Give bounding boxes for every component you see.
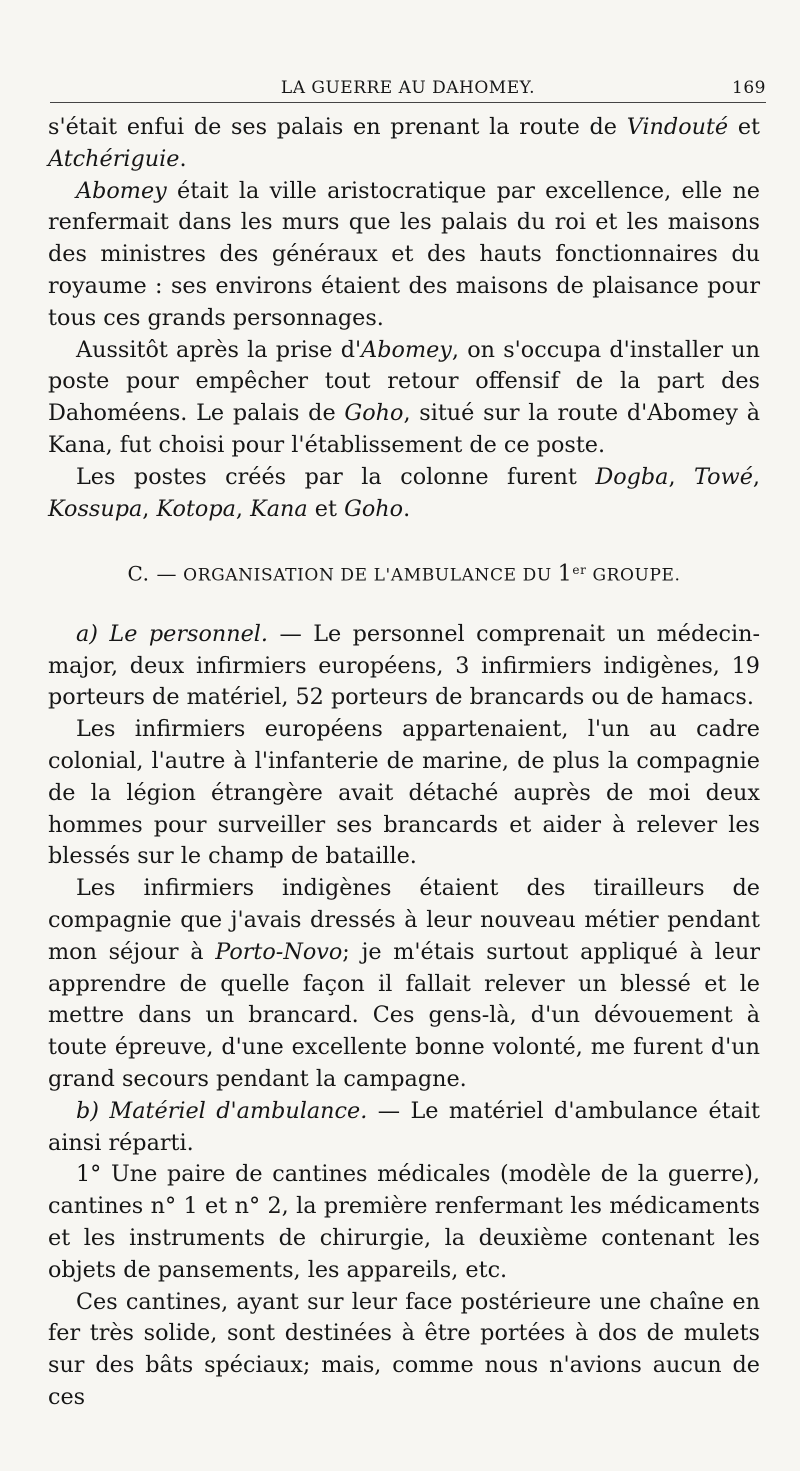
place-name: Goho — [344, 495, 404, 522]
section-heading — [48, 555, 760, 592]
place-name: Goho — [344, 400, 404, 427]
text-run: , situé sur la route d'Abomey à Kana, fut choisi pour l'établissement de ce poste. — [48, 400, 760, 458]
text-run: s'était enfui de ses palais en prenant la route de — [48, 114, 627, 140]
text-run: et — [307, 495, 345, 522]
running-head — [50, 78, 766, 103]
text-run: Les infirmiers européens appartenaient, l'un au cadre colonial, l'autre à l'infanterie de marine, de plus la compagnie de la légion étrangère avait détaché auprès de moi deux hommes pour surveiller ses brancards et aider à relever les blessés sur le champ de bataille. — [48, 716, 760, 870]
text-run: 1° Une paire de cantines médicales (modèle de la guerre), cantines n° 1 et n° 2, la première renfermant les médicaments et les instruments de chirurgie, la deuxième contenant les objets de pansements, les appareils, etc. — [48, 1161, 760, 1283]
paragraph — [48, 335, 760, 462]
section-ordinal: er — [572, 563, 587, 578]
section-letter: C. — — [127, 562, 178, 587]
place-name: Abomey — [361, 336, 452, 363]
place-name: Atchériguie — [48, 145, 180, 172]
text-run: — Le matériel d'ambulance était ainsi réparti. — [48, 1097, 760, 1156]
text-run: , — [668, 463, 695, 490]
place-name: Vindouté — [626, 114, 729, 140]
text-run: . — [403, 495, 411, 522]
section-title: ORGANISATION DE L'AMBULANCE DU — [183, 566, 552, 587]
text-run: Les postes créés par la colonne furent — [76, 463, 596, 490]
section-number: 1 — [557, 562, 573, 588]
place-name: Porto-Novo — [215, 938, 343, 965]
body-text — [48, 112, 760, 1414]
section-title-end: GROUPE. — [592, 566, 681, 587]
place-name: Abomey — [76, 177, 167, 204]
page-number: 169 — [732, 78, 766, 98]
text-run: était la ville aristocratique par excellence, elle ne renfermait dans les murs que les palais du roi et les maisons des ministres des généraux et des hauts fonctionnaires du royaume : ses environs étaient des maisons de plaisance pour tous ces grands personnages. — [48, 177, 760, 331]
place-name: Dogba — [595, 463, 669, 490]
paragraph — [48, 462, 760, 526]
text-run: , — [752, 463, 760, 490]
paragraph — [48, 1159, 760, 1286]
text-run: Ces cantines, ayant sur leur face postérieure une chaîne en fer très solide, sont destinées à être portées à dos de mulets sur des bâts spéciaux; mais, comme nous n'avions aucun de ces — [48, 1288, 760, 1410]
text-run: , — [235, 495, 251, 522]
paragraph — [48, 619, 760, 714]
place-name: Kotopa — [156, 495, 236, 522]
paragraph — [48, 1287, 760, 1414]
subsection-title: b) Matériel d'ambulance. — [76, 1097, 368, 1124]
paragraph — [48, 714, 760, 873]
text-run: . — [179, 145, 187, 172]
place-name: Kossupa — [48, 495, 143, 522]
running-title: LA GUERRE AU DAHOMEY. — [280, 78, 536, 98]
text-run: — Le personnel comprenait un médecin-major, deux infirmiers européens, 3 infirmiers indigènes, 19 porteurs de matériel, 52 porteurs de brancards ou de hamacs. — [48, 620, 760, 711]
paragraph — [48, 112, 760, 176]
place-name: Towé — [694, 463, 753, 490]
text-run: ; je m'étais surtout appliqué à leur apprendre de quelle façon il fallait relever un blessé et le mettre dans un brancard. Ces gens-là, d'un dévouement à toute épreuve, d'une excellente bonne volonté, me furent d'un grand secours pendant la campagne. — [48, 938, 760, 1092]
paragraph — [48, 176, 760, 335]
paragraph — [48, 1096, 760, 1160]
text-run: Les infirmiers indigènes étaient des tirailleurs de compagnie que j'avais dressés à leur nouveau métier pendant mon séjour à — [48, 875, 760, 965]
paragraph — [48, 873, 760, 1096]
text-run: , — [142, 495, 157, 522]
place-name: Kana — [250, 495, 308, 522]
subsection-title: a) Le personnel. — [76, 620, 269, 647]
text-run: et — [728, 114, 761, 140]
text-run: , on s'occupa d'installer un poste pour empêcher tout retour offensif de la part des Dahoméens. Le palais de — [48, 336, 760, 427]
text-run: Aussitôt après la prise d' — [76, 336, 362, 363]
